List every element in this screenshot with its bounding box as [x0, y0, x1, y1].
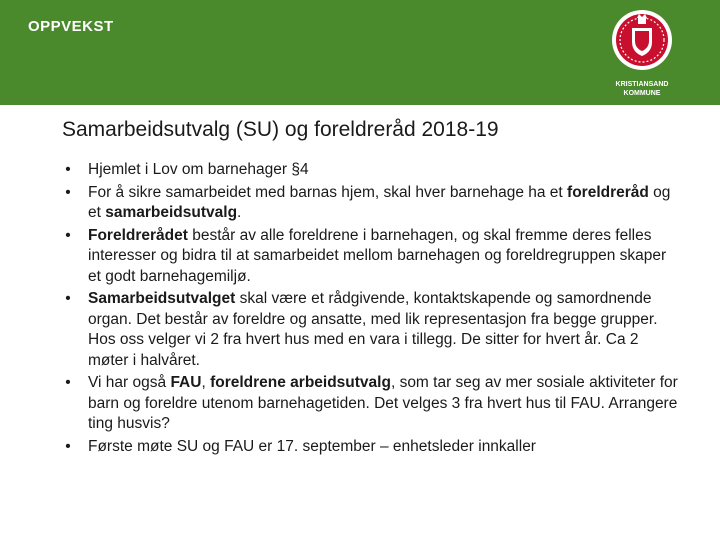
bullet-text: Hjemlet i Lov om barnehager §4 — [88, 161, 309, 178]
bullet-bold: foreldrene arbeidsutvalg — [210, 374, 391, 391]
crest-caption — [604, 80, 680, 98]
bullet-item — [62, 289, 682, 371]
crest-line2: KOMMUNE — [623, 90, 661, 97]
bullet-item — [62, 373, 682, 435]
bullet-symbol: • — [65, 226, 71, 244]
bullet-item — [62, 160, 682, 181]
bullet-text: . — [237, 204, 242, 221]
bullet-text: , — [201, 374, 211, 391]
bullet-bold: Foreldrerådet — [88, 226, 188, 244]
bullet-bold: FAU — [170, 374, 202, 391]
bullet-text: For å sikre samarbeidet med barnas hjem, skal hver barnehage ha et — [88, 183, 568, 201]
bullet-bold: foreldreråd — [567, 183, 649, 201]
bullet-text: skal være et rådgivende, kontaktskapende og samordnende organ. Det består av foreldre og ansatte, med lik representasjon fra begge grupper. Hos oss velger vi 2 fra hvert hus med en vara i tillegg. De sitter for hvert år. Ca 2 møter i halvåret. — [88, 290, 658, 369]
bullet-symbol: • — [65, 161, 71, 178]
bullet-symbol: • — [65, 290, 71, 307]
bullet-text: , som tar seg av mer sosiale aktiviteter for barn og foreldre utenom barnehagetiden. Det velges 3 fra hvert hus til FAU. Arrangere ting husvis? — [88, 374, 678, 432]
bullet-bold: Samarbeidsutvalget — [88, 290, 236, 307]
bullet-text: Vi har også — [88, 374, 171, 391]
bullet-item — [62, 437, 682, 458]
slide-title: Samarbeidsutvalg (SU) og foreldreråd 2018-19 — [62, 118, 499, 141]
bullet-symbol: • — [65, 183, 71, 201]
bullet-symbol: • — [65, 437, 71, 455]
bullet-text: og et — [88, 183, 671, 221]
brand-title: OPPVEKST — [28, 18, 114, 35]
bullet-symbol: • — [65, 374, 71, 391]
bullet-bold: samarbeidsutvalg — [105, 204, 238, 221]
bullet-text: Første møte SU og FAU er 17. september – enhetsleder innkaller — [88, 437, 536, 455]
bullet-item — [62, 183, 682, 224]
bullet-text: består av alle foreldrene i barnehagen, og skal fremme deres felles interesser og bidra til at samarbeidet mellom barnehagen og foreldregruppen skaper et godt barnehagemiljø. — [88, 226, 667, 285]
bullet-item — [62, 226, 682, 288]
crest-line1: KRISTIANSAND — [615, 81, 669, 88]
bullet-list — [62, 160, 682, 459]
